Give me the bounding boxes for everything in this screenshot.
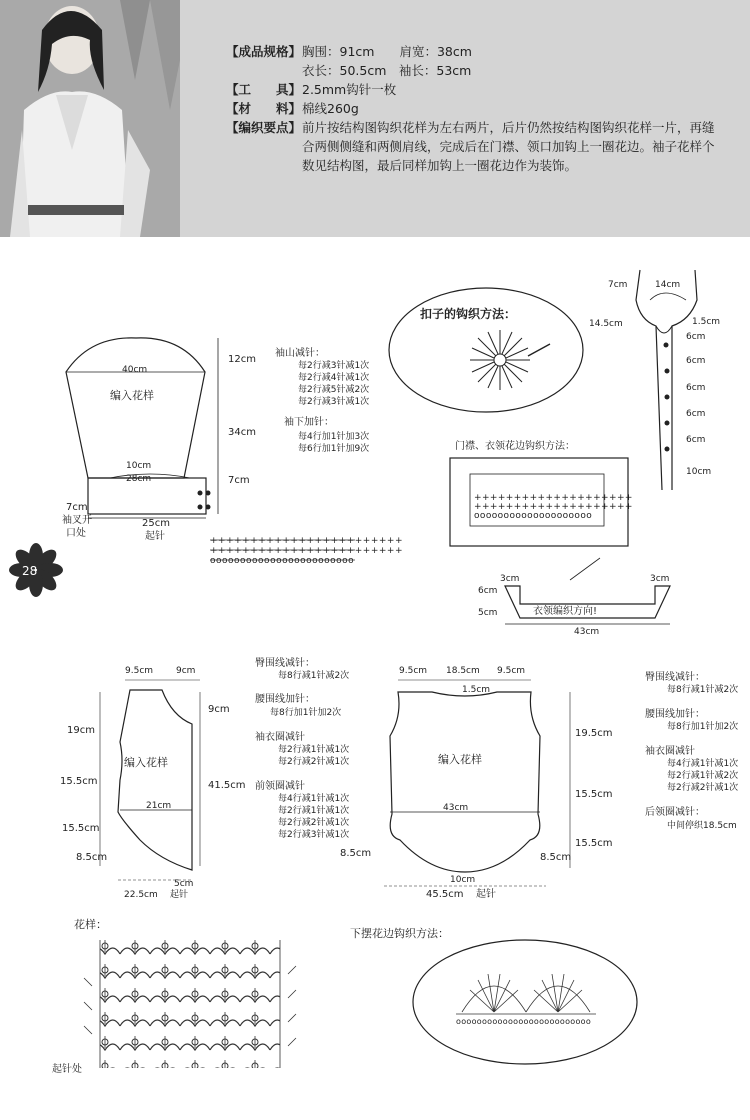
sleeve-slit2: 口处 <box>66 528 86 539</box>
model-photo <box>0 0 180 237</box>
front-neck-title: 前领圈减针 <box>255 781 305 792</box>
back-d155a: 15.5cm <box>575 789 613 800</box>
back-d185: 18.5cm <box>446 666 480 676</box>
back-d455: 45.5cm <box>426 889 464 900</box>
back-d85b: 8.5cm <box>540 852 572 863</box>
specs-block <box>226 42 726 175</box>
front-neck-line: 每2行减3针减1次 <box>278 830 350 840</box>
svg-text:++++++++++++++++++++++++: ++++++++++++++++++++++++ <box>210 546 403 556</box>
stitch-title: 花样： <box>74 918 107 931</box>
placket-d10: 10cm <box>686 467 712 477</box>
svg-text:oooooooooooooooooooo: oooooooooooooooooooo <box>474 511 593 521</box>
sleeve-cap-line: 每2行减3针减1次 <box>298 397 370 407</box>
sleeve-diagram <box>62 338 403 566</box>
front-d9: 9cm <box>176 666 196 676</box>
sleeve-slit1: 袖叉开 <box>62 515 92 526</box>
front-waist-line: 每8行加1针加2次 <box>270 708 342 718</box>
back-arm-line: 每4行减1针减1次 <box>667 759 739 769</box>
svg-text:oooooooooooooooooooooooo: oooooooooooooooooooooooo <box>210 556 355 566</box>
back-neck-line: 中间停织18.5cm <box>667 821 737 831</box>
back-waist-title: 腰围线加针： <box>645 709 705 720</box>
collar-d5: 5cm <box>478 608 498 618</box>
hem-title: 下摆花边钩织方法： <box>350 927 449 940</box>
back-d95b: 9.5cm <box>497 666 526 676</box>
front-d95: 9.5cm <box>125 666 154 676</box>
spec-key-value: 前片按结构图钩织花样为左右两片，后片仍然按结构图钩织花样一片，再缝合两侧侧缝和两侧肩线，完成后在门襟、领口加钩上一圈花边。袖子花样个数见结构图，最后同样加钩上一圈花边作为装饰。 <box>302 120 715 173</box>
sleeve-under-title: 袖下加针： <box>284 417 334 428</box>
header-band <box>0 0 750 237</box>
front-d9b: 9cm <box>208 704 230 715</box>
back-arm-line: 每2行减2针减1次 <box>667 783 739 793</box>
sleeve-cap-title: 袖山减针： <box>275 348 325 359</box>
back-arm-title: 袖衣圈减针 <box>645 746 695 757</box>
front-pattern: 编入花样 <box>124 756 168 769</box>
front-d19: 19cm <box>67 725 95 736</box>
hem-edge-diagram <box>350 926 637 1064</box>
spec-material-label: 【材 料】 <box>226 101 302 116</box>
spec-material-value: 棉线260g <box>302 101 359 116</box>
placket-d15: 1.5cm <box>692 317 721 327</box>
svg-text:oooooooooooooooooooooooooo: oooooooooooooooooooooooooo <box>456 1017 592 1026</box>
spec-tool-value: 2.5mm钩针一枚 <box>302 82 397 97</box>
front-neck-line: 每2行减1针减1次 <box>278 806 350 816</box>
collar-d43: 43cm <box>574 627 600 637</box>
collar-d3a: 3cm <box>500 574 520 584</box>
placket-d14: 14cm <box>655 280 681 290</box>
front-neck-line: 每2行减2针减1次 <box>278 818 350 828</box>
back-d195: 19.5cm <box>575 728 613 739</box>
stitch-start: 起针处 <box>52 1064 82 1075</box>
collar-d6: 6cm <box>478 586 498 596</box>
sleeve-start: 起针 <box>145 531 165 542</box>
back-neck-title: 后领圈减针： <box>645 807 705 818</box>
back-d155b: 15.5cm <box>575 838 613 849</box>
sleeve-cap-line: 每2行减3针减1次 <box>298 361 370 371</box>
front-panel-diagram <box>60 656 349 900</box>
back-hip-line: 每8行减1针减2次 <box>667 685 739 695</box>
placket-d6d: 6cm <box>686 409 706 419</box>
svg-text:++++++++++++++++++++: ++++++++++++++++++++ <box>474 493 633 503</box>
front-d21: 21cm <box>146 801 172 811</box>
placket-d145: 14.5cm <box>589 319 623 329</box>
back-start: 起针 <box>476 889 496 900</box>
placket-d6a: 6cm <box>686 332 706 342</box>
back-d15: 1.5cm <box>462 685 491 695</box>
front-d225: 22.5cm <box>124 890 158 900</box>
back-pattern: 编入花样 <box>438 753 482 766</box>
spec-tool-label: 【工 具】 <box>226 82 302 97</box>
hem-fan-icon <box>456 974 596 1014</box>
front-start: 起针 <box>170 890 189 900</box>
back-waist-line: 每8行加1针加2次 <box>667 722 739 732</box>
placket-d6b: 6cm <box>686 356 706 366</box>
front-d415: 41.5cm <box>208 780 246 791</box>
svg-text:++++++++++++++++++++: ++++++++++++++++++++ <box>474 502 633 512</box>
spec-size-line2: 衣长：50.5cm 袖长：53cm <box>302 63 472 78</box>
front-hip-title: 臀围线减针： <box>255 658 315 669</box>
placket-d6c: 6cm <box>686 383 706 393</box>
front-d85: 8.5cm <box>76 852 108 863</box>
placket-d6e: 6cm <box>686 435 706 445</box>
back-arm-line: 每2行减1针减2次 <box>667 771 739 781</box>
front-d155b: 15.5cm <box>62 823 100 834</box>
collar-d3b: 3cm <box>650 574 670 584</box>
sleeve-d34: 34cm <box>228 427 256 438</box>
back-d10: 10cm <box>450 875 476 885</box>
placket-d7: 7cm <box>608 280 628 290</box>
spec-size-line1: 胸围：91cm 肩宽：38cm <box>302 44 472 59</box>
stitch-pattern-chart <box>52 917 296 1075</box>
sleeve-d7b: 7cm <box>66 502 88 513</box>
sleeve-under-line: 每6行加1针加9次 <box>298 444 370 454</box>
placket-title: 门襟、衣领花边钩织方法： <box>455 441 575 452</box>
sleeve-d40: 40cm <box>122 365 148 375</box>
front-d5: 5cm <box>174 879 194 889</box>
spec-key-label: 【编织要点】 <box>226 120 302 135</box>
spec-size-label: 【成品规格】 <box>226 44 302 59</box>
button-title: 扣子的钩织方法： <box>420 307 517 321</box>
sleeve-d12: 12cm <box>228 354 256 365</box>
button-diagram <box>389 288 583 412</box>
collar-diagram <box>478 558 670 637</box>
page-flower-icon <box>9 543 63 597</box>
front-waist-title: 腰围线加针： <box>255 694 315 705</box>
sleeve-d28: 28cm <box>126 474 152 484</box>
front-neck-line: 每4行减1针减1次 <box>278 794 350 804</box>
sleeve-d7: 7cm <box>228 475 250 486</box>
svg-text:++++++++++++++++++++++++: ++++++++++++++++++++++++ <box>210 536 403 546</box>
placket-edge-box <box>450 439 633 546</box>
placket-diagram <box>589 270 720 490</box>
sleeve-pattern: 编入花样 <box>110 389 154 402</box>
front-arm-line: 每2行减2针减1次 <box>278 757 350 767</box>
back-d43: 43cm <box>443 803 469 813</box>
front-d155a: 15.5cm <box>60 776 98 787</box>
front-arm-title: 袖衣圈减针 <box>255 732 305 743</box>
sleeve-under-line: 每4行加1针加3次 <box>298 432 370 442</box>
button-motif-icon <box>470 330 550 390</box>
front-arm-line: 每2行减1针减1次 <box>278 745 350 755</box>
back-hip-title: 臀围线减针： <box>645 672 705 683</box>
pattern-diagrams <box>0 237 750 1120</box>
front-hip-line: 每8行减1针减2次 <box>278 671 350 681</box>
back-panel-diagram <box>340 666 738 900</box>
page-number: 28 <box>22 564 38 578</box>
collar-direction: 衣领编织方向! <box>533 606 598 617</box>
sleeve-cap-line: 每2行减5针减2次 <box>298 385 370 395</box>
back-d95a: 9.5cm <box>399 666 428 676</box>
sleeve-d25: 25cm <box>142 518 170 529</box>
back-d85a: 8.5cm <box>340 848 372 859</box>
sleeve-d10: 10cm <box>126 461 152 471</box>
sleeve-cap-line: 每2行减4针减1次 <box>298 373 370 383</box>
